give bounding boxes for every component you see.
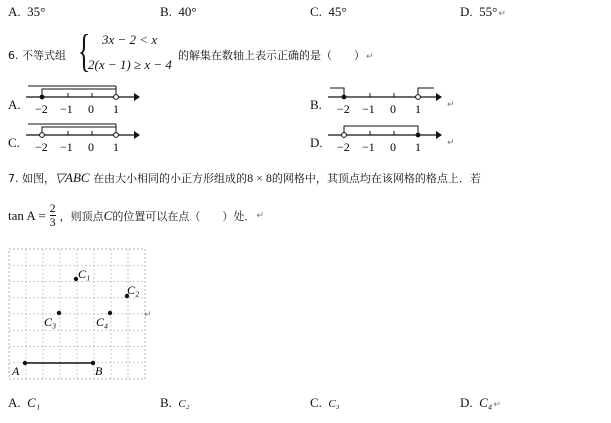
- q7-text-end: 的网格中，其顶点均在该网格的格点上．若: [271, 172, 481, 185]
- q6-suffix: [178, 47, 374, 63]
- label-a: A: [12, 364, 20, 378]
- point-c: C: [103, 207, 113, 223]
- option-value: 45°: [328, 4, 347, 19]
- label-c1: C₁: [78, 267, 91, 281]
- number-line-a: [24, 80, 140, 116]
- q7-line1: [8, 170, 481, 186]
- q6-option-c-letter: C.: [8, 135, 20, 150]
- tick-label: 0: [88, 102, 94, 116]
- q7-prefix: 7. 如图，: [8, 172, 55, 185]
- q7-option-d: [460, 395, 501, 411]
- tick-label: 1: [113, 102, 119, 116]
- label-c4: C₄: [96, 315, 109, 329]
- tick-label: −2: [35, 140, 48, 154]
- q5-option-c: [310, 4, 347, 20]
- point-a: [23, 361, 27, 365]
- option-letter: C.: [310, 395, 322, 410]
- tick-label: −2: [35, 102, 48, 116]
- q7-option-b: [160, 395, 190, 411]
- tick-label: 1: [415, 140, 421, 154]
- point-c3: [57, 311, 61, 315]
- option-value: C₁: [27, 395, 41, 410]
- triangle-abc: ▽ABC: [55, 170, 90, 185]
- tick-label: 0: [88, 140, 94, 154]
- q6-inequality-1: 3x − 2 < x: [102, 32, 158, 47]
- return-mark: ↵: [498, 9, 506, 19]
- option-value: C₄: [479, 395, 493, 410]
- label-c3: C₃: [44, 315, 57, 329]
- label-b: B: [95, 364, 103, 378]
- q6-option-d-letter: D.: [310, 135, 323, 150]
- tick-label: −1: [362, 140, 375, 154]
- tick-label: −1: [60, 140, 73, 154]
- q7-option-c: [310, 395, 340, 411]
- q5-option-a: [8, 4, 45, 20]
- tick-label: −2: [337, 140, 350, 154]
- q5-option-b: [160, 4, 197, 20]
- system-brace-icon: {: [78, 25, 91, 76]
- number-line-c: [24, 118, 140, 154]
- q7-line2-text: ，则顶点: [59, 209, 104, 223]
- q7-line2-end: 的位置可以在点（ ）处．: [112, 209, 256, 223]
- option-value: C₂: [178, 398, 190, 410]
- return-mark: ↵: [366, 52, 374, 62]
- number-line-b: [326, 80, 442, 116]
- grid-size: 8 × 8: [247, 171, 272, 185]
- tick-label: 0: [390, 140, 396, 154]
- q6-inequality-2: 2(x − 1) ≥ x − 4: [88, 57, 172, 72]
- option-letter: A.: [8, 395, 21, 410]
- q7-option-a: [8, 395, 40, 411]
- grid-figure: [8, 248, 150, 383]
- option-value: C₃: [328, 398, 340, 410]
- option-value: 55°: [479, 4, 498, 19]
- q6-option-a-letter: A.: [8, 97, 21, 112]
- return-mark: ↵: [144, 310, 152, 320]
- option-letter: D.: [460, 4, 473, 19]
- tick-label: 1: [415, 102, 421, 116]
- q5-option-d: [460, 4, 506, 20]
- option-letter: C.: [310, 4, 322, 19]
- q6-suffix-text: 的解集在数轴上表示正确的是（ ）: [178, 49, 365, 62]
- option-letter: A.: [8, 4, 21, 19]
- option-letter: D.: [460, 395, 473, 410]
- tan-label: tan A =: [8, 207, 46, 223]
- return-mark: ↵: [256, 210, 264, 221]
- tick-label: −1: [60, 102, 73, 116]
- option-value: 40°: [178, 4, 197, 19]
- q7-text: 在由大小相同的小正方形组成的: [93, 172, 248, 185]
- tan-denominator: 3: [49, 215, 56, 229]
- return-mark: ↵: [493, 400, 501, 410]
- tan-numerator: 2: [49, 201, 56, 215]
- label-c2: C₂: [127, 283, 140, 297]
- option-letter: B.: [160, 4, 172, 19]
- return-mark: ↵: [447, 138, 455, 148]
- q6-option-b-letter: B.: [310, 97, 322, 112]
- q6-prefix: 6. 不等式组: [8, 49, 66, 62]
- option-value: 35°: [27, 4, 46, 19]
- option-letter: B.: [160, 395, 172, 410]
- return-mark: ↵: [447, 100, 455, 110]
- tick-label: 1: [113, 140, 119, 154]
- tick-label: −2: [337, 102, 350, 116]
- tan-fraction: [50, 202, 56, 229]
- tick-label: 0: [390, 102, 396, 116]
- q7-line2: [8, 202, 264, 229]
- number-line-d: [326, 118, 442, 154]
- point-c4: [108, 311, 112, 315]
- tick-label: −1: [362, 102, 375, 116]
